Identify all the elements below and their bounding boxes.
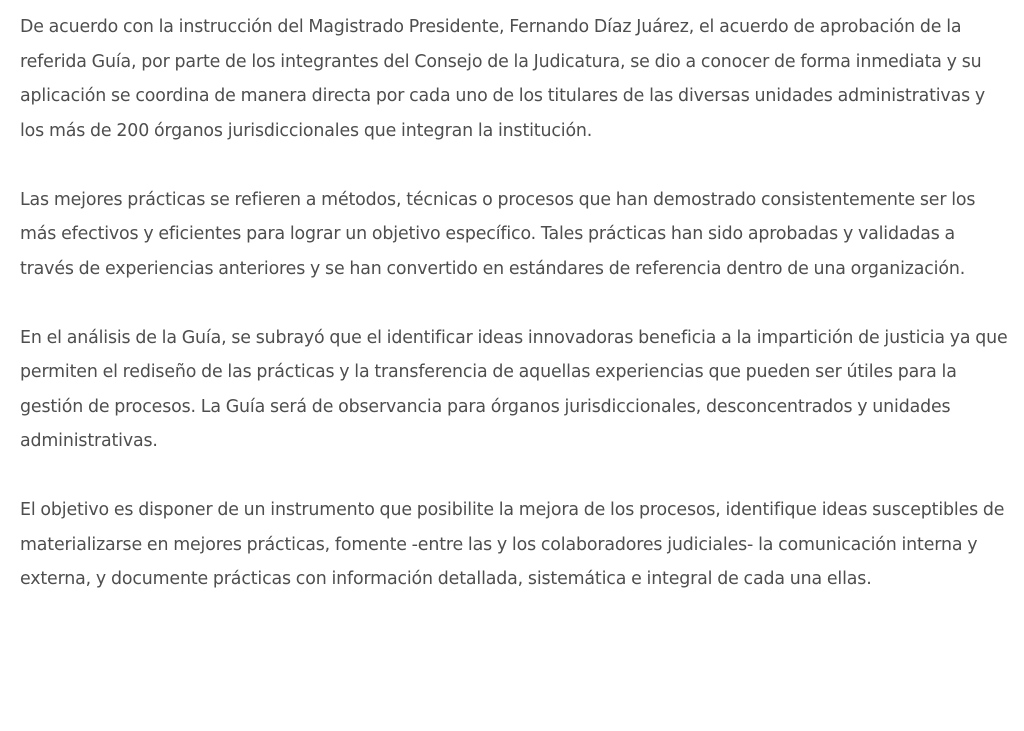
article-paragraph-3: En el análisis de la Guía, se subrayó que el identificar ideas innovadoras beneficia a la impartición de justicia ya que permiten el rediseño de las prácticas y la transferencia de aquellas experiencias que pueden ser útiles para la gestión de procesos. La Guía será de observancia para órganos jurisdiccionales, desconcentrados y unidades administrativas. (20, 327, 1008, 451)
article-body (20, 10, 1010, 597)
article-paragraph-2: Las mejores prácticas se refieren a métodos, técnicas o procesos que han demostrado consistentemente ser los más efectivos y eficientes para lograr un objetivo específico. Tales prácticas han sido aprobadas y validadas a través de experiencias anteriores y se han convertido en estándares de referencia dentro de una organización. (20, 189, 976, 279)
article-paragraph-4: El objetivo es disponer de un instrumento que posibilite la mejora de los procesos, identifique ideas susceptibles de materializarse en mejores prácticas, fomente -entre las y los colaboradores judiciales- la comunicación interna y externa, y documente prácticas con información detallada, sistemática e integral de cada una ellas. (20, 500, 1005, 589)
article-paragraph-1: De acuerdo con la instrucción del Magistrado Presidente, Fernando Díaz Juárez, el acuerdo de aprobación de la referida Guía, por parte de los integrantes del Consejo de la Judicatura, se dio a conocer de forma inmediata y su aplicación se coordina de manera directa por cada uno de los titulares de las diversas unidades administrativas y los más de 200 órganos jurisdiccionales que integran la institución. (20, 17, 986, 141)
